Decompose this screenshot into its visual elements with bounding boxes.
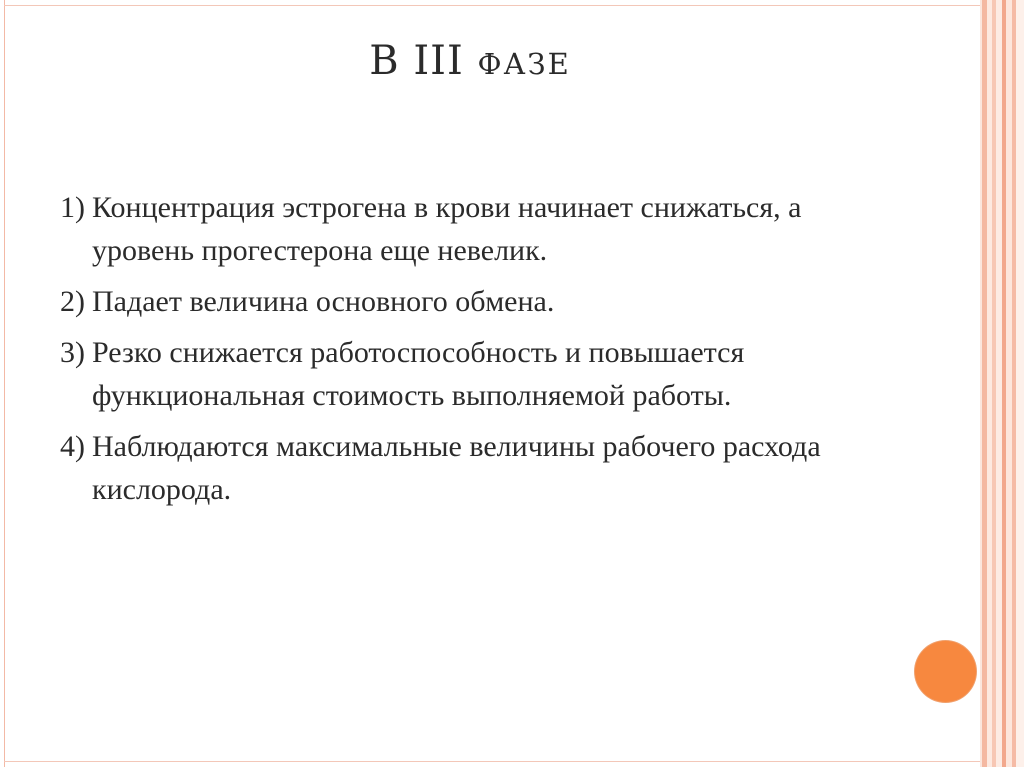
list-item: [60, 425, 850, 511]
frame-bottom-border: [4, 761, 982, 762]
list-item: [60, 331, 850, 417]
decorative-stripes: [980, 0, 1024, 767]
decorative-orange-circle: [915, 641, 976, 702]
list-item-text: Падает величина основного обмена.: [92, 285, 555, 318]
frame-left-border: [4, 0, 5, 767]
slide-title: [0, 38, 940, 84]
content-list: [60, 186, 850, 519]
list-item-number: 2): [60, 285, 85, 318]
list-item-number: 4): [60, 430, 85, 463]
list-item-text: Концентрация эстрогена в крови начинает снижаться, а уровень прогестерона еще невелик.: [92, 191, 802, 267]
list-item-text: Резко снижается работоспособность и повышается функциональная стоимость выполняемой работы.: [92, 336, 745, 412]
title-caps: ФАЗЕ: [477, 47, 571, 81]
list-item: [60, 186, 850, 272]
title-main: В III: [369, 38, 464, 84]
list-item-number: 1): [60, 191, 85, 224]
list-item: [60, 280, 850, 323]
list-item-number: 3): [60, 336, 85, 369]
frame-top-border: [4, 5, 982, 6]
list-item-text: Наблюдаются максимальные величины рабочего расхода кислорода.: [92, 430, 821, 506]
stripe: [1016, 0, 1024, 767]
